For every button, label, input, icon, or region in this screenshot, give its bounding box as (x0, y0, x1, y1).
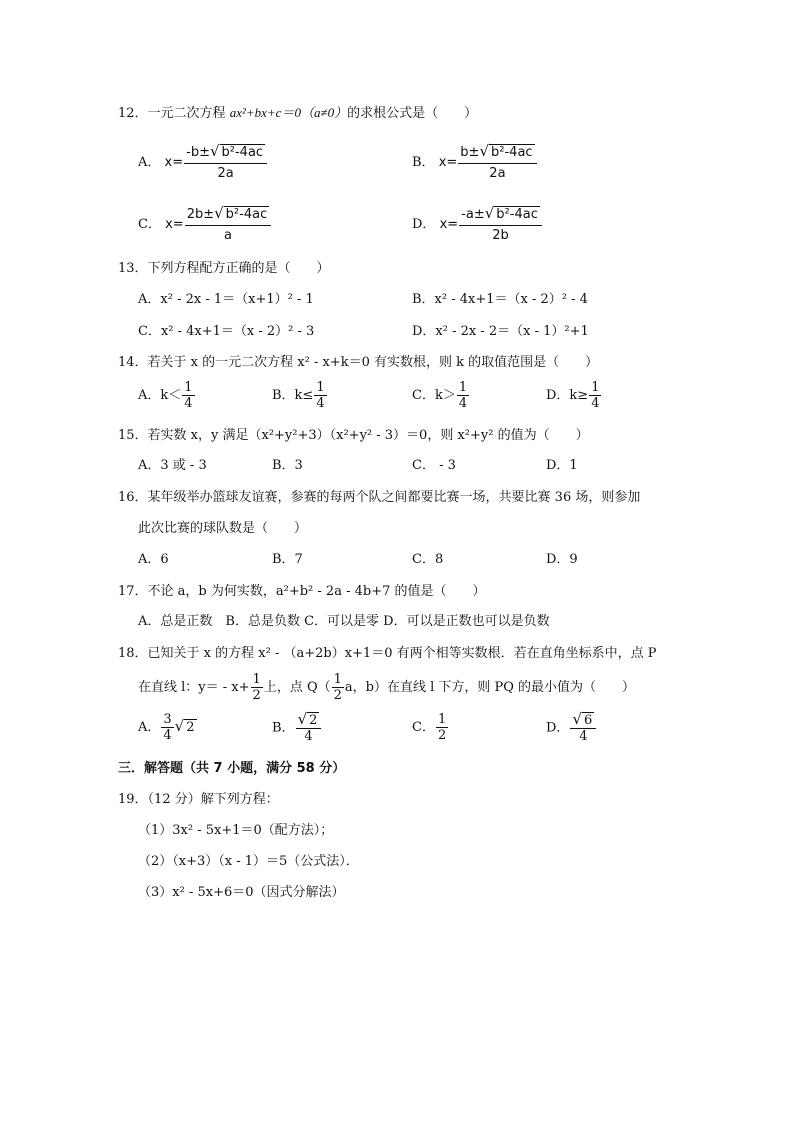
numerator: 1 (591, 380, 600, 395)
x-equals: x= (438, 155, 458, 170)
q18-option-b (272, 712, 322, 744)
denominator: 4 (458, 396, 468, 411)
q19-part1: （1）3x² - 5x+1＝0（配方法）； (138, 823, 334, 838)
q12-c-formula: $\frac{\text{2b±√ b²-4ac}}{a}$ (185, 203, 272, 246)
option-label: D． (546, 720, 570, 736)
q19-part2: （2）（x+3）（x - 1）＝5（公式法）． (138, 854, 359, 869)
fraction-three-quarters (161, 712, 173, 743)
option-label: C．k＞ (412, 388, 456, 403)
option-label: D． (412, 217, 436, 232)
option-label: D．k≥ (546, 388, 589, 403)
q16-stem-line2: 此次比赛的球队数是（ ） (138, 521, 308, 536)
q14-option-c (412, 380, 470, 411)
fraction-one-quarter (182, 380, 194, 411)
q13-option-b: B．x² - 4x+1＝（x - 2）² - 4 (412, 292, 588, 307)
option-label: B． (412, 155, 435, 170)
radicand: b²-4ac (491, 145, 533, 160)
numerator-lead: 2b± (186, 207, 215, 222)
denominator: 4 (591, 396, 600, 411)
numerator: 1 (333, 672, 342, 687)
q12-stem (118, 104, 477, 123)
q13-option-d: D．x² - 2x - 2＝（x - 1）²+1 (412, 324, 589, 339)
q18-line-eq: 在直线 l：y＝ - x+ (138, 680, 250, 695)
q18-stem-line2 (138, 672, 635, 703)
q16-option-c: C．8 (412, 552, 444, 567)
denominator: a (223, 228, 232, 243)
q19-part3: （3）x² - 5x+6＝0（因式分解法） (138, 885, 345, 900)
radicand: b²-4ac (496, 207, 538, 222)
numerator: 1 (252, 672, 261, 687)
radicand: 2 (186, 720, 195, 735)
q12-option-b (412, 141, 538, 184)
q16-option-b: B．7 (272, 552, 303, 567)
denominator: 4 (304, 729, 313, 744)
denominator: 2 (333, 688, 342, 703)
fraction-one-half (436, 712, 448, 743)
q17-stem: 17．不论 a，b 为何实数，a²+b² - 2a - 4b+7 的值是（ ） (118, 584, 486, 599)
x-equals: x= (439, 217, 459, 232)
fraction-root6-over-4: $\frac{√ 6}{4}$ (570, 712, 596, 744)
q18-stem-tail: a，b）在直线 l 下方，则 PQ 的最小值为（ ） (344, 680, 636, 695)
q15-option-a: A．3 或 - 3 (138, 458, 207, 473)
denominator: 4 (184, 396, 193, 411)
q12-b-formula: $\frac{\text{b±√ b²-4ac}}{2a}$ (458, 141, 536, 184)
option-label: A．k＜ (138, 388, 182, 403)
fraction-one-half (332, 672, 344, 703)
q18-option-c (412, 712, 449, 743)
q14-option-b (272, 380, 328, 411)
q12-stem-lead: 12．一元二次方程 (118, 106, 230, 121)
q19-stem: 19．（12 分）解下列方程： (118, 792, 279, 807)
denominator: 2a (217, 166, 234, 181)
radicand: b²-4ac (221, 145, 264, 160)
q18-point-q: 上，点 Q（ (263, 680, 331, 695)
numerator: 1 (184, 380, 193, 395)
q12-d-formula: $\frac{\text{-a±√ b²-4ac}}{2b}$ (459, 203, 542, 246)
fraction-one-half (251, 672, 263, 703)
q16-option-d: D．9 (546, 552, 578, 567)
x-equals: x= (164, 155, 184, 170)
q15-option-c: C． - 3 (412, 458, 456, 473)
x-equals: x= (165, 217, 184, 232)
radicand: 2 (309, 713, 318, 728)
denominator: 4 (579, 729, 588, 744)
fraction-one-quarter (314, 380, 326, 411)
q16-option-a: A．6 (138, 552, 169, 567)
q12-option-d (412, 203, 543, 246)
numerator-lead: -b± (186, 145, 210, 160)
fraction-root2-over-4: $\frac{√ 2}{4}$ (296, 712, 322, 744)
q17-options: A．总是正数 B．总是负数 C．可以是零 D．可以是正数也可以是负数 (138, 614, 550, 629)
numerator-lead: -a± (461, 207, 485, 222)
option-label: A． (138, 155, 161, 170)
denominator: 2a (489, 166, 506, 181)
numerator: 3 (163, 712, 172, 727)
q12-equation: ax²+bx+c＝0（a≠0） (229, 105, 348, 120)
denominator: 2 (437, 728, 447, 743)
option-label: A． (138, 720, 161, 735)
q13-stem: 13．下列方程配方正确的是（ ） (118, 261, 330, 276)
q14-option-a (138, 380, 196, 411)
numerator-lead: b± (460, 145, 480, 160)
denominator: 2b (492, 228, 509, 243)
option-label: B．k≤ (272, 388, 314, 403)
option-label: B． (272, 720, 295, 736)
q18-option-d (546, 712, 597, 744)
q15-stem: 15．若实数 x，y 满足（x²+y²+3）（x²+y² - 3）＝0，则 x²+y² 的值为（ ） (118, 428, 589, 443)
denominator: 4 (163, 728, 172, 743)
q12-stem-tail: 的求根公式是（ ） (347, 106, 478, 121)
q14-option-d (546, 380, 602, 411)
q16-stem-line1: 16．某年级举办篮球友谊赛，参赛的每两个队之间都要比赛一场，共要比赛 36 场，则参加 (118, 490, 641, 505)
option-label: C． (412, 720, 435, 735)
q12-option-c (138, 203, 272, 246)
fraction-one-quarter (457, 380, 469, 411)
numerator: 1 (458, 380, 468, 395)
q15-option-d: D．1 (546, 458, 578, 473)
q13-option-c: C．x² - 4x+1＝（x - 2）² - 3 (138, 324, 315, 339)
radicand: 6 (584, 713, 593, 728)
q13-option-a: A．x² - 2x - 1＝（x+1）² - 1 (138, 292, 314, 307)
denominator: 4 (316, 396, 325, 411)
q18-stem-line1: 18．已知关于 x 的方程 x² - （a+2b）x+1＝0 有两个相等实数根．若在直角坐标系中，点 P (118, 646, 657, 661)
section-heading: 三．解答题（共 7 小题，满分 58 分） (118, 761, 346, 776)
q18-option-a: A． $\frac{3}{4}$ √ 2 (138, 712, 195, 743)
q15-option-b: B．3 (272, 458, 303, 473)
numerator: 1 (437, 712, 447, 727)
q14-stem: 14．若关于 x 的一元二次方程 x² - x+k＝0 有实数根，则 k 的取值范围是（ ） (118, 355, 599, 370)
fraction-one-quarter (589, 380, 601, 411)
radicand: b²-4ac (225, 207, 268, 222)
numerator: 1 (316, 380, 325, 395)
option-label: C． (138, 217, 161, 232)
denominator: 2 (252, 688, 261, 703)
q12-a-formula: $\frac{\text{-b±√ b²-4ac}}{2a}$ (184, 141, 267, 184)
q12-option-a (138, 141, 268, 184)
